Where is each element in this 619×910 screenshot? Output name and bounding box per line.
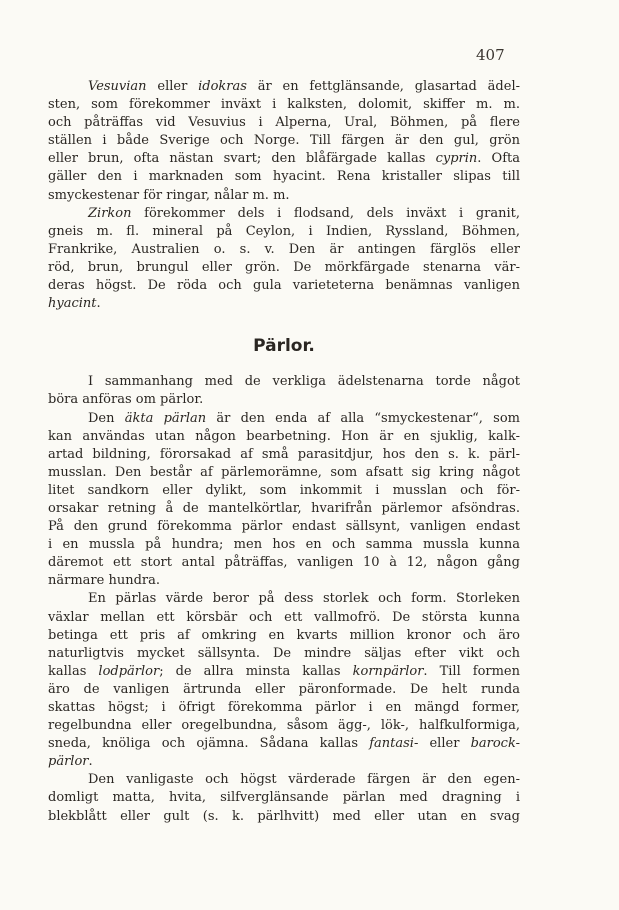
text-line: ställen i både Sverige och Norge. Till färgen är den gul, grön [48, 133, 520, 149]
text-line: böra anföras om pärlor. [48, 392, 204, 408]
term-italic: Vesuvian [88, 79, 147, 94]
text-line: artad bildning, förorsakad af små parasitdjur, hos den s. k. pärl- [48, 446, 520, 462]
text-line: På den grund förekomma pärlor endast sällsynt, vanligen endast [48, 519, 520, 535]
text-line: däremot ett stort antal påträffas, vanligen 10 à 12, någon gång [48, 555, 520, 571]
text-line: betinga ett pris af omkring en kvarts million kronor och äro [48, 627, 520, 643]
text-line: deras högst. De röda och gula varieteterna benämnas vanligen [48, 278, 520, 294]
page-number: 407 [476, 46, 505, 64]
text-span: kallas [48, 663, 99, 679]
section-heading: Pärlor. [253, 336, 315, 357]
paragraph-intro [48, 373, 520, 409]
text-line: röd, brun, brungul eller grön. De mörkfärgade stenarna vär- [48, 259, 520, 275]
term-italic: lodpärlor [98, 663, 160, 679]
text-line: litet sandkorn eller dylikt, som inkommit i musslan och för- [48, 482, 520, 498]
text-line: närmare hundra. [48, 573, 160, 589]
paragraph-pearl-color [48, 771, 520, 825]
text-line: sten, som förekommer inväxt i kalksten, dolomit, skiffer m. m. [48, 97, 520, 113]
paragraph-genuine-pearl [48, 410, 520, 591]
text-span: ; de allra minsta kallas [159, 663, 353, 679]
term-italic: cyprin [435, 151, 478, 167]
text-span: sneda, knöliga och ojämna. Sådana kallas [48, 736, 370, 752]
text-line: i en mussla på hundra; men hos en och samma mussla kunna [48, 537, 520, 553]
term-italic: pärlor [48, 754, 89, 770]
term-italic: idokras [198, 79, 247, 94]
text-line [48, 78, 520, 96]
term-italic: äkta pärlan [124, 410, 207, 426]
text-span: är en fettglänsande, glasartad ädel- [246, 79, 520, 94]
text-line: skattas högst; i öfrigt förekomma pärlor i en mängd former, [48, 700, 520, 715]
text-span: eller brun, ofta nästan svart; den blåfärgade kallas [48, 151, 436, 167]
term-italic: barock- [470, 736, 520, 752]
text-line: regelbundna eller oregelbundna, såsom ägg-, lök-, halfkulformiga, [48, 718, 520, 734]
text-line: smyckestenar för ringar, nålar m. m. [48, 187, 290, 203]
text-span: . [96, 296, 101, 312]
text-span: . Ofta [477, 151, 520, 167]
text-line: och påträffas vid Vesuvius i Alperna, Ural, Böhmen, på flere [48, 115, 520, 131]
text-line: gneis m. fl. mineral på Ceylon, i Indien, Ryssland, Böhmen, [48, 223, 520, 239]
text-line: I sammanhang med de verkliga ädelstenarna torde något [88, 374, 520, 390]
text-span: . [88, 754, 93, 770]
text-span: . Till formen [423, 663, 520, 679]
text-line [48, 150, 520, 168]
term-italic: fantasi- [369, 736, 419, 752]
text-line: Den vanligaste och högst värderade färgen är den egen- [88, 772, 520, 788]
text-line [48, 735, 520, 753]
text-line [48, 295, 520, 313]
text-line: En pärlas värde beror på dess storlek och form. Storleken [88, 591, 520, 607]
text-line [48, 410, 520, 428]
text-span: eller [418, 736, 471, 752]
term-italic: Zirkon [88, 205, 132, 221]
page-text [48, 78, 520, 826]
text-line: naturligtvis mycket sällsynta. De mindre säljas efter vikt och [48, 645, 520, 661]
text-line: orsakar retning å de mantelkörtlar, hvarifrån pärlemor afsöndras. [48, 500, 520, 516]
term-italic: kornpärlor [352, 663, 424, 679]
text-line: kan användas utan någon bearbetning. Hon är en sjuklig, kalk- [48, 428, 520, 444]
text-line: Frankrike, Australien o. s. v. Den är antingen färglös eller [48, 241, 520, 257]
paragraph-pearl-value [48, 590, 520, 771]
text-line: domligt matta, hvita, silfverglänsande pärlan med dragning i [48, 790, 520, 806]
paragraph-zirkon [48, 205, 520, 314]
text-line: äro de vanligen ärtrunda eller päronformade. De helt runda [48, 681, 520, 697]
term-italic: hyacint [48, 296, 97, 312]
text-line [48, 663, 520, 681]
text-line: blekblått eller gult (s. k. pärlhvitt) med eller utan en svag [48, 808, 520, 824]
paragraph-vesuvian [48, 78, 520, 205]
text-line: växlar mellan ett körsbär och ett vallmofrö. De största kunna [48, 609, 520, 625]
text-line [48, 205, 520, 223]
text-span: Den [88, 410, 125, 426]
text-span: eller [146, 79, 199, 94]
text-line: gäller den i marknaden som hyacint. Rena kristaller slipas till [48, 169, 520, 185]
text-span: förekommer dels i flodsand, dels inväxt i granit, [131, 205, 520, 221]
text-line [48, 753, 520, 771]
text-line: musslan. Den består af pärlemorämne, som afsatt sig kring något [48, 464, 520, 480]
text-span: är den enda af alla “smyckestenar“, som [206, 410, 520, 426]
